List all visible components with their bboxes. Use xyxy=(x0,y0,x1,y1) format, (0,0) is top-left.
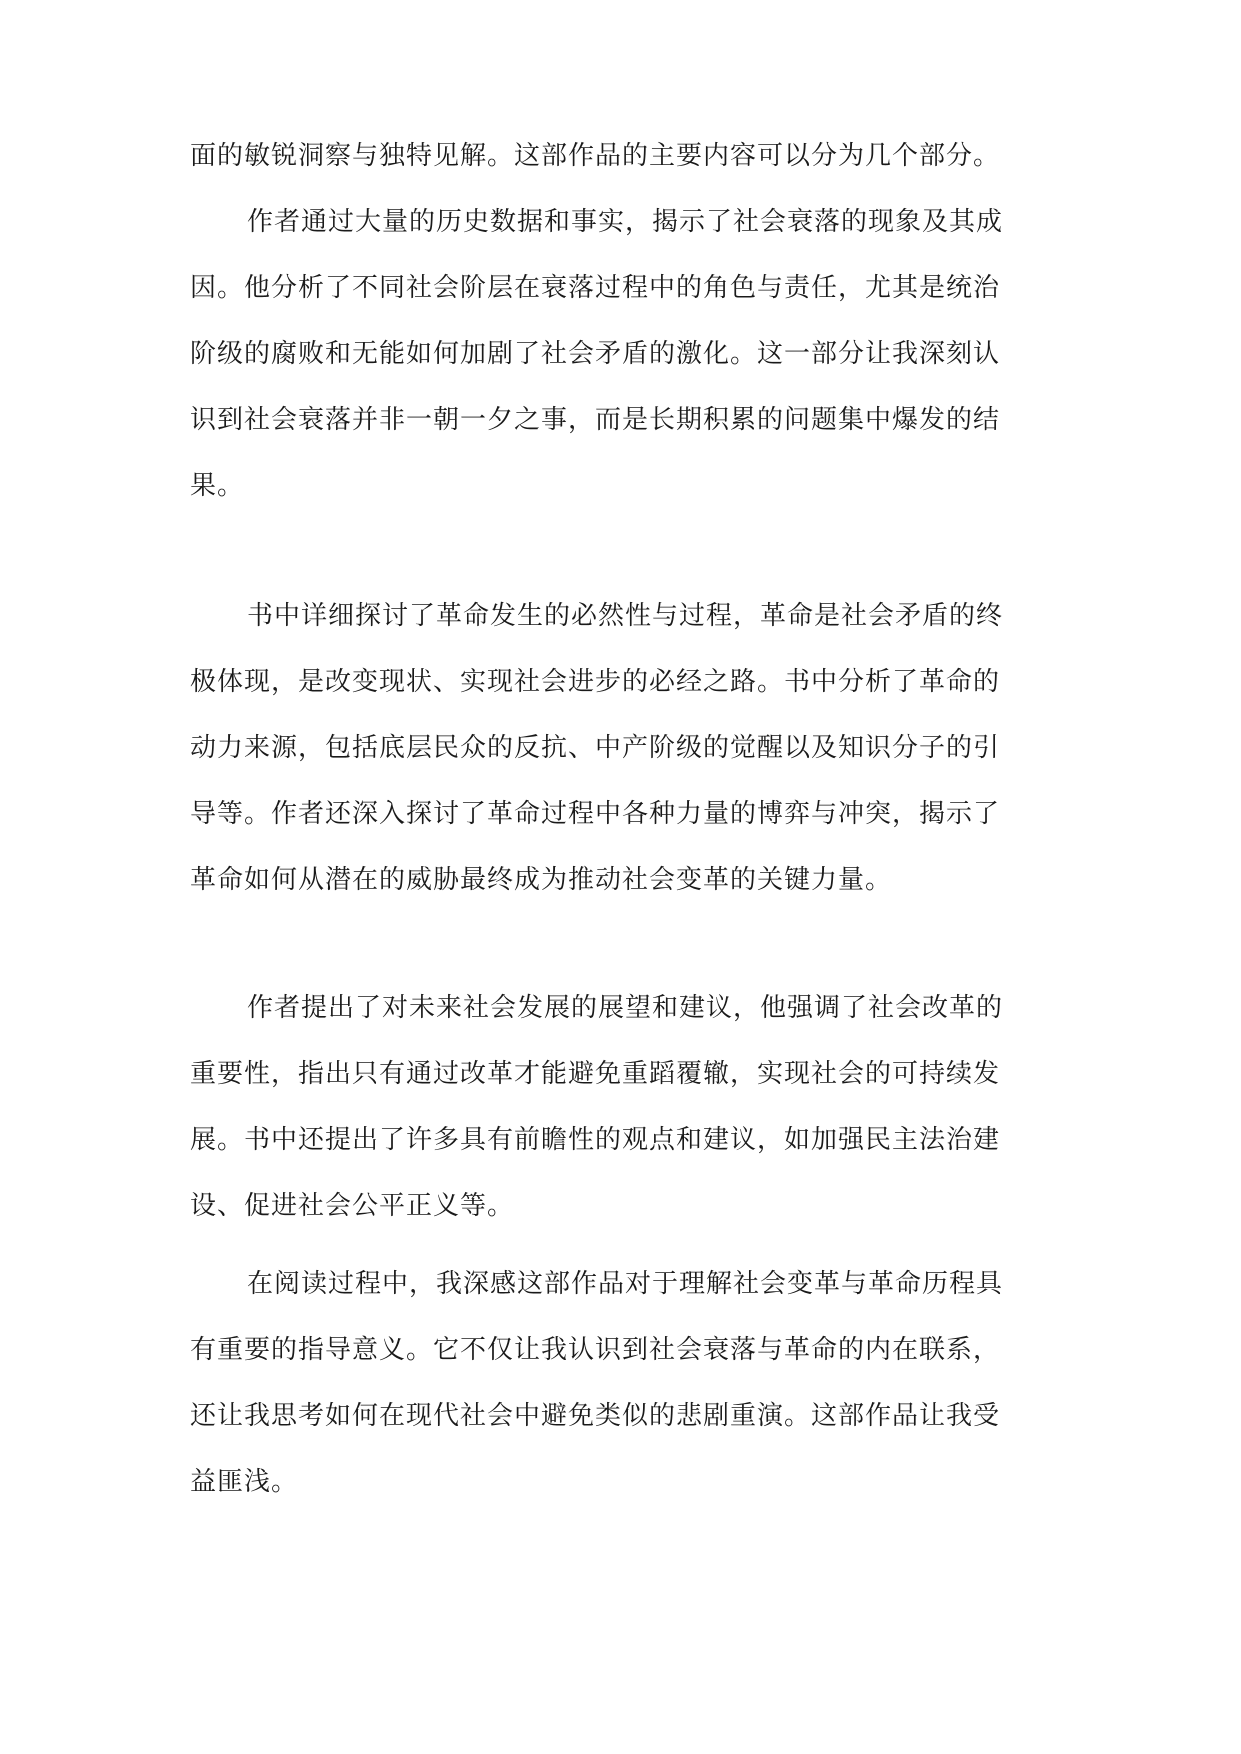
text-line: 因。他分析了不同社会阶层在衰落过程中的角色与责任，尤其是统治 xyxy=(190,273,1001,303)
text-line: 作者提出了对未来社会发展的展望和建议，他强调了社会改革的 xyxy=(247,993,1004,1023)
text-line: 益匪浅。 xyxy=(190,1467,299,1497)
text-line: 果。 xyxy=(190,471,245,501)
text-line: 还让我思考如何在现代社会中避免类似的悲剧重演。这部作品让我受 xyxy=(190,1401,1001,1431)
text-line: 设、促进社会公平正义等。 xyxy=(190,1191,515,1221)
text-line: 动力来源，包括底层民众的反抗、中产阶级的觉醒以及知识分子的引 xyxy=(190,733,1001,763)
text-line: 重要性，指出只有通过改革才能避免重蹈覆辙，实现社会的可持续发 xyxy=(190,1059,1001,1089)
text-line: 阶级的腐败和无能如何加剧了社会矛盾的激化。这一部分让我深刻认 xyxy=(190,339,1001,369)
text-line: 导等。作者还深入探讨了革命过程中各种力量的博弈与冲突，揭示了 xyxy=(190,799,1001,829)
text-line: 书中详细探讨了革命发生的必然性与过程，革命是社会矛盾的终 xyxy=(247,601,1004,631)
text-line: 革命如何从潜在的威胁最终成为推动社会变革的关键力量。 xyxy=(190,865,893,895)
text-line: 有重要的指导意义。它不仅让我认识到社会衰落与革命的内在联系， xyxy=(190,1335,1001,1365)
text-line: 在阅读过程中，我深感这部作品对于理解社会变革与革命历程具 xyxy=(247,1269,1004,1299)
text-line: 作者通过大量的历史数据和事实，揭示了社会衰落的现象及其成 xyxy=(247,207,1004,237)
text-line: 展。书中还提出了许多具有前瞻性的观点和建议，如加强民主法治建 xyxy=(190,1125,1001,1155)
text-line: 识到社会衰落并非一朝一夕之事，而是长期积累的问题集中爆发的结 xyxy=(190,405,1001,435)
text-line: 面的敏锐洞察与独特见解。这部作品的主要内容可以分为几个部分。 xyxy=(190,141,1001,171)
text-line: 极体现，是改变现状、实现社会进步的必经之路。书中分析了革命的 xyxy=(190,667,1001,697)
